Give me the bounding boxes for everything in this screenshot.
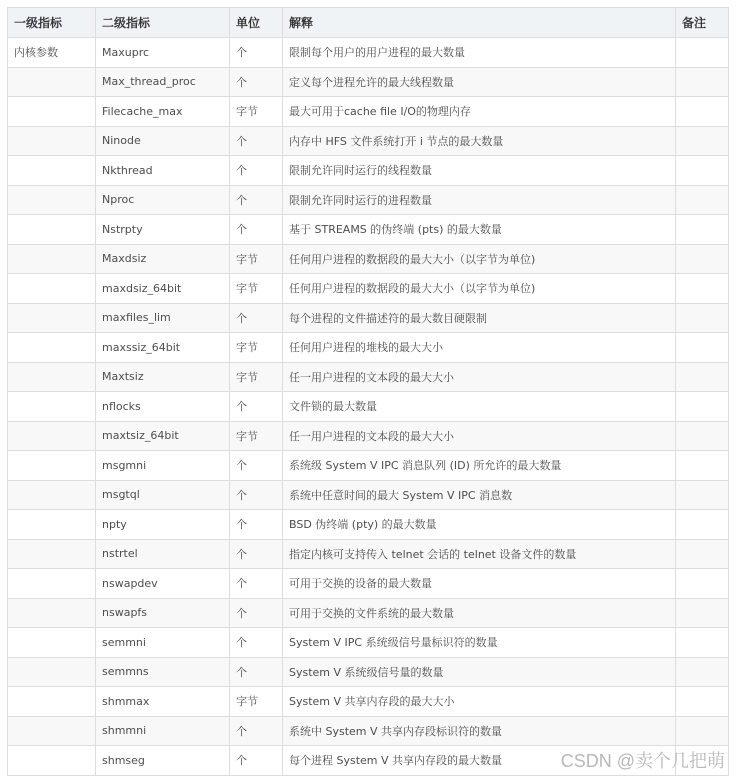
cell-description: 任何用户进程的数据段的最大大小（以字节为单位) xyxy=(283,274,676,304)
cell-description: 文件锁的最大数量 xyxy=(283,392,676,422)
cell-unit: 个 xyxy=(230,67,283,97)
cell-unit: 个 xyxy=(230,38,283,68)
header-row xyxy=(8,8,729,38)
cell-level1 xyxy=(8,274,96,304)
cell-unit: 个 xyxy=(230,716,283,746)
cell-description: 每个进程的文件描述符的最大数目硬限制 xyxy=(283,303,676,333)
cell-level1 xyxy=(8,126,96,156)
cell-description: 定义每个进程允许的最大线程数量 xyxy=(283,67,676,97)
cell-level1 xyxy=(8,362,96,392)
cell-level1 xyxy=(8,569,96,599)
cell-level2: nswapdev xyxy=(96,569,230,599)
cell-unit: 个 xyxy=(230,392,283,422)
cell-level1 xyxy=(8,628,96,658)
cell-level1 xyxy=(8,510,96,540)
cell-level2: nstrtel xyxy=(96,539,230,569)
cell-level1 xyxy=(8,746,96,776)
cell-description: System V 共享内存段的最大大小 xyxy=(283,687,676,717)
cell-level2: Max_thread_proc xyxy=(96,67,230,97)
cell-remark xyxy=(676,156,729,186)
table-row xyxy=(8,451,729,481)
table-row xyxy=(8,274,729,304)
cell-unit: 个 xyxy=(230,569,283,599)
cell-unit: 个 xyxy=(230,598,283,628)
cell-remark xyxy=(676,274,729,304)
cell-unit: 字节 xyxy=(230,333,283,363)
cell-description: 可用于交换的设备的最大数量 xyxy=(283,569,676,599)
cell-level2: maxfiles_lim xyxy=(96,303,230,333)
kernel-params-table xyxy=(7,7,729,776)
table-row xyxy=(8,569,729,599)
cell-level2: Filecache_max xyxy=(96,97,230,127)
cell-unit: 个 xyxy=(230,628,283,658)
cell-unit: 个 xyxy=(230,510,283,540)
cell-description: 任一用户进程的文本段的最大大小 xyxy=(283,362,676,392)
cell-level2: nswapfs xyxy=(96,598,230,628)
cell-description: 系统中 System V 共享内存段标识符的数量 xyxy=(283,716,676,746)
cell-remark xyxy=(676,185,729,215)
cell-level1 xyxy=(8,97,96,127)
cell-description: 任何用户进程的堆栈的最大大小 xyxy=(283,333,676,363)
cell-level1 xyxy=(8,480,96,510)
table-row xyxy=(8,539,729,569)
table-row xyxy=(8,156,729,186)
cell-level1 xyxy=(8,539,96,569)
cell-level2: Nstrpty xyxy=(96,215,230,245)
cell-level1 xyxy=(8,215,96,245)
cell-level2: maxdsiz_64bit xyxy=(96,274,230,304)
cell-level2: maxssiz_64bit xyxy=(96,333,230,363)
cell-level2: Ninode xyxy=(96,126,230,156)
cell-description: 内存中 HFS 文件系统打开 i 节点的最大数量 xyxy=(283,126,676,156)
table-row xyxy=(8,38,729,68)
cell-description: BSD 伪终端 (pty) 的最大数量 xyxy=(283,510,676,540)
table-row xyxy=(8,687,729,717)
cell-level1 xyxy=(8,244,96,274)
cell-remark xyxy=(676,421,729,451)
table-row xyxy=(8,480,729,510)
cell-level2: maxtsiz_64bit xyxy=(96,421,230,451)
table-row xyxy=(8,628,729,658)
cell-level2: Maxuprc xyxy=(96,38,230,68)
cell-description: 任何用户进程的数据段的最大大小（以字节为单位) xyxy=(283,244,676,274)
cell-remark xyxy=(676,628,729,658)
cell-remark xyxy=(676,67,729,97)
cell-description: 任一用户进程的文本段的最大大小 xyxy=(283,421,676,451)
cell-level2: msgmni xyxy=(96,451,230,481)
cell-unit: 个 xyxy=(230,303,283,333)
cell-level1 xyxy=(8,687,96,717)
cell-remark xyxy=(676,657,729,687)
cell-description: 每个进程 System V 共享内存段的最大数量 xyxy=(283,746,676,776)
cell-level1 xyxy=(8,67,96,97)
cell-unit: 个 xyxy=(230,156,283,186)
table-row xyxy=(8,67,729,97)
cell-level2: msgtql xyxy=(96,480,230,510)
table-row xyxy=(8,244,729,274)
column-header-unit: 单位 xyxy=(230,8,283,38)
cell-remark xyxy=(676,126,729,156)
cell-level1 xyxy=(8,303,96,333)
cell-level1 xyxy=(8,421,96,451)
cell-unit: 字节 xyxy=(230,421,283,451)
table-row xyxy=(8,510,729,540)
cell-remark xyxy=(676,539,729,569)
column-header-remark: 备注 xyxy=(676,8,729,38)
cell-remark xyxy=(676,451,729,481)
cell-description: 限制每个用户的用户进程的最大数量 xyxy=(283,38,676,68)
cell-description: 系统中任意时间的最大 System V IPC 消息数 xyxy=(283,480,676,510)
cell-remark xyxy=(676,362,729,392)
table-row xyxy=(8,215,729,245)
cell-level2: nflocks xyxy=(96,392,230,422)
cell-level2: npty xyxy=(96,510,230,540)
cell-level2: Maxdsiz xyxy=(96,244,230,274)
cell-level1 xyxy=(8,716,96,746)
cell-description: System V IPC 系统级信号量标识符的数量 xyxy=(283,628,676,658)
cell-unit: 个 xyxy=(230,215,283,245)
cell-description: 限制允许同时运行的进程数量 xyxy=(283,185,676,215)
cell-unit: 个 xyxy=(230,185,283,215)
cell-remark xyxy=(676,716,729,746)
cell-description: 可用于交换的文件系统的最大数量 xyxy=(283,598,676,628)
cell-unit: 字节 xyxy=(230,274,283,304)
cell-unit: 个 xyxy=(230,451,283,481)
cell-remark xyxy=(676,215,729,245)
cell-level1 xyxy=(8,333,96,363)
cell-description: 限制允许同时运行的线程数量 xyxy=(283,156,676,186)
cell-level2: Nproc xyxy=(96,185,230,215)
cell-unit: 字节 xyxy=(230,687,283,717)
table-row xyxy=(8,126,729,156)
table-row xyxy=(8,362,729,392)
cell-remark xyxy=(676,569,729,599)
cell-level1 xyxy=(8,185,96,215)
cell-description: 最大可用于cache file I/O的物理内存 xyxy=(283,97,676,127)
cell-level1 xyxy=(8,392,96,422)
cell-level2: Maxtsiz xyxy=(96,362,230,392)
cell-level2: shmseg xyxy=(96,746,230,776)
cell-level2: shmmni xyxy=(96,716,230,746)
cell-remark xyxy=(676,333,729,363)
cell-unit: 个 xyxy=(230,746,283,776)
cell-level2: Nkthread xyxy=(96,156,230,186)
watermark: CSDN @卖个几把萌 xyxy=(560,751,725,771)
cell-description: 基于 STREAMS 的伪终端 (pts) 的最大数量 xyxy=(283,215,676,245)
column-header-level2: 二级指标 xyxy=(96,8,230,38)
column-header-description: 解释 xyxy=(283,8,676,38)
cell-remark xyxy=(676,38,729,68)
cell-description: 指定内核可支持传入 telnet 会话的 telnet 设备文件的数量 xyxy=(283,539,676,569)
cell-remark xyxy=(676,480,729,510)
table-row xyxy=(8,421,729,451)
cell-remark xyxy=(676,687,729,717)
cell-unit: 字节 xyxy=(230,362,283,392)
cell-description: 系统级 System V IPC 消息队列 (ID) 所允许的最大数量 xyxy=(283,451,676,481)
table-row xyxy=(8,657,729,687)
cell-remark xyxy=(676,97,729,127)
cell-unit: 个 xyxy=(230,657,283,687)
cell-unit: 字节 xyxy=(230,97,283,127)
cell-level1 xyxy=(8,598,96,628)
cell-unit: 字节 xyxy=(230,244,283,274)
cell-remark xyxy=(676,244,729,274)
table-row xyxy=(8,598,729,628)
cell-level2: semmns xyxy=(96,657,230,687)
cell-unit: 个 xyxy=(230,480,283,510)
cell-unit: 个 xyxy=(230,126,283,156)
table-row xyxy=(8,185,729,215)
cell-remark xyxy=(676,392,729,422)
cell-remark xyxy=(676,598,729,628)
cell-level2: shmmax xyxy=(96,687,230,717)
table-row xyxy=(8,303,729,333)
cell-level1 xyxy=(8,156,96,186)
cell-level2: semmni xyxy=(96,628,230,658)
cell-level1: 内核参数 xyxy=(8,38,96,68)
table-row xyxy=(8,333,729,363)
column-header-level1: 一级指标 xyxy=(8,8,96,38)
table-row xyxy=(8,392,729,422)
cell-unit: 个 xyxy=(230,539,283,569)
cell-level1 xyxy=(8,451,96,481)
cell-remark xyxy=(676,303,729,333)
table-row xyxy=(8,716,729,746)
cell-description: System V 系统级信号量的数量 xyxy=(283,657,676,687)
cell-remark xyxy=(676,510,729,540)
table-row xyxy=(8,97,729,127)
cell-level1 xyxy=(8,657,96,687)
